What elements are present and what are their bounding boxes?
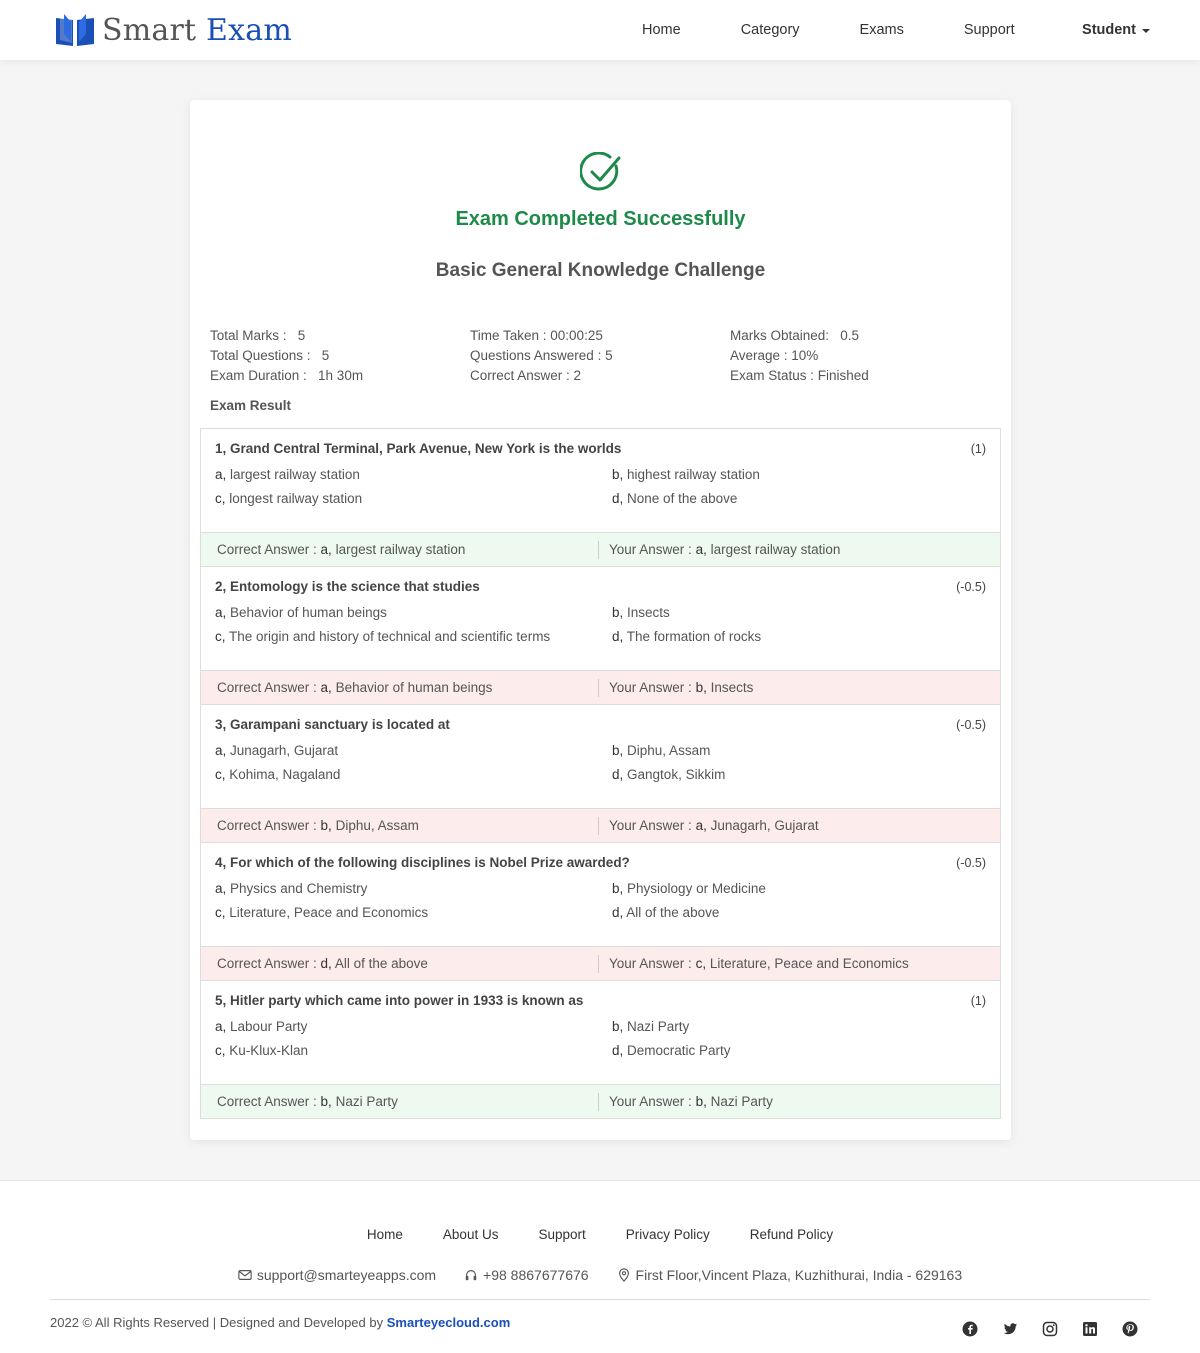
answer-row (201, 532, 1000, 566)
option-text: Ku-Klux-Klan (229, 1043, 309, 1058)
your-answer (599, 956, 909, 971)
correct-answer-text: Behavior of human beings (335, 679, 493, 695)
question-block (201, 981, 1000, 1118)
option-text: Kohima, Nagaland (229, 767, 341, 782)
question-mark: (-0.5) (956, 580, 986, 594)
instagram-icon[interactable] (1042, 1321, 1058, 1337)
option-b (612, 743, 1002, 758)
option-letter: d, (612, 491, 624, 506)
status-message: Exam Completed Successfully (455, 208, 746, 230)
correct-answer-text: Diphu, Assam (335, 817, 419, 833)
question-mark: (-0.5) (956, 718, 986, 732)
correct-answer (201, 955, 599, 973)
question-text: 2, Entomology is the science that studies (215, 579, 480, 594)
footer-link-home[interactable]: Home (366, 1227, 403, 1242)
option-letter: a, (215, 605, 227, 620)
footer-links (0, 1227, 1200, 1242)
exam-title: Basic General Knowledge Challenge (435, 260, 766, 281)
option-text: Literature, Peace and Economics (229, 905, 429, 920)
option-text: Physics and Chemistry (230, 881, 368, 896)
pinterest-icon[interactable] (1122, 1321, 1138, 1337)
copyright-text: 2022 © All Rights Reserved | Designed and Developed by (50, 1315, 384, 1330)
your-answer-text: largest railway station (710, 542, 841, 557)
option-letter: c, (215, 491, 226, 506)
correct-answer-letter: d, (320, 955, 332, 971)
option-text: Behavior of human beings (230, 605, 387, 620)
option-text: Junagarh, Gujarat (230, 743, 339, 758)
stat-exam-status: Exam Status : Finished (730, 368, 869, 383)
nav-support[interactable]: Support (963, 22, 1015, 38)
stats-column-3 (730, 326, 990, 386)
your-answer-letter: c, (695, 956, 707, 971)
option-d (612, 1043, 1002, 1058)
envelope-icon (238, 1268, 252, 1282)
option-text: All of the above (626, 905, 720, 920)
option-b (612, 467, 1002, 482)
option-b (612, 605, 1002, 620)
stat-exam-duration: Exam Duration : 1h 30m (210, 368, 364, 383)
logo-word-2: Exam (206, 12, 292, 48)
your-answer (599, 1094, 773, 1109)
your-answer (599, 680, 753, 695)
option-letter: a, (215, 743, 227, 758)
your-answer (599, 818, 819, 833)
book-logo-icon (54, 12, 96, 48)
option-d (612, 767, 1002, 782)
option-letter: b, (612, 605, 624, 620)
option-letter: b, (612, 467, 624, 482)
question-options (215, 605, 986, 644)
developer-link[interactable]: Smarteyecloud.com (386, 1315, 511, 1330)
option-text: Insects (627, 605, 670, 620)
option-letter: c, (215, 767, 226, 782)
caret-down-icon (1142, 29, 1150, 33)
stat-time-taken: Time Taken : 00:00:25 (470, 328, 603, 343)
option-a (215, 1019, 612, 1034)
question-body (201, 567, 1000, 670)
nav-home[interactable]: Home (642, 22, 681, 38)
option-a (215, 467, 612, 482)
logo-word-1: Smart (102, 12, 197, 48)
option-d (612, 905, 1002, 920)
question-body (201, 429, 1000, 532)
option-letter: b, (612, 881, 624, 896)
your-answer-text: Nazi Party (710, 1094, 773, 1109)
option-b (612, 881, 1002, 896)
correct-answer-label: Correct Answer : (217, 679, 317, 695)
logo-text (102, 13, 292, 48)
logo[interactable] (54, 12, 292, 48)
option-text: None of the above (627, 491, 738, 506)
option-letter: d, (612, 767, 624, 782)
stat-total-marks: Total Marks : 5 (210, 328, 306, 343)
top-navbar (0, 0, 1200, 60)
your-answer-text: Insects (710, 680, 754, 695)
your-answer-label: Your Answer : (609, 956, 692, 971)
stats-column-2 (470, 326, 730, 386)
linkedin-icon[interactable] (1082, 1321, 1098, 1337)
your-answer-letter: a, (695, 818, 707, 833)
social-links (962, 1321, 1138, 1337)
footer-link-about[interactable]: About Us (442, 1227, 499, 1242)
copyright (50, 1315, 510, 1330)
option-c (215, 905, 612, 920)
option-text: Nazi Party (627, 1019, 690, 1034)
correct-answer-letter: a, (320, 679, 332, 695)
correct-answer-text: largest railway station (335, 541, 466, 557)
result-card (190, 100, 1011, 1140)
question-mark: (1) (970, 994, 986, 1008)
option-b (612, 1019, 1002, 1034)
exam-stats (210, 326, 990, 386)
option-c (215, 1043, 612, 1058)
option-c (215, 629, 612, 644)
option-d (612, 629, 1002, 644)
question-mark: (1) (970, 442, 986, 456)
your-answer-label: Your Answer : (609, 680, 692, 695)
option-a (215, 743, 612, 758)
footer-contact (0, 1267, 1200, 1283)
user-menu[interactable] (1082, 0, 1150, 60)
option-text: Democratic Party (627, 1043, 731, 1058)
stat-marks-obtained: Marks Obtained: 0.5 (730, 328, 860, 343)
correct-answer (201, 679, 599, 697)
option-text: Diphu, Assam (627, 743, 711, 758)
question-block (201, 843, 1000, 981)
question-block (201, 429, 1000, 567)
question-options (215, 467, 986, 506)
option-letter: a, (215, 1019, 227, 1034)
correct-answer (201, 817, 599, 835)
your-answer-letter: b, (695, 1094, 707, 1109)
correct-answer-label: Correct Answer : (217, 955, 317, 971)
nav-category[interactable]: Category (740, 22, 800, 38)
correct-answer-label: Correct Answer : (217, 817, 317, 833)
option-letter: d, (612, 629, 624, 644)
question-list (200, 428, 1001, 1119)
your-answer-text: Junagarh, Gujarat (710, 818, 819, 833)
footer-link-privacy[interactable]: Privacy Policy (625, 1227, 710, 1242)
option-a (215, 605, 612, 620)
facebook-icon[interactable] (962, 1321, 978, 1337)
option-a (215, 881, 612, 896)
answer-row (201, 946, 1000, 980)
question-options (215, 743, 986, 782)
question-text: 1, Grand Central Terminal, Park Avenue, New York is the worlds (215, 441, 622, 456)
contact-phone[interactable] (464, 1267, 589, 1283)
option-letter: b, (612, 1019, 624, 1034)
option-text: largest railway station (230, 467, 360, 482)
answer-row (201, 1084, 1000, 1118)
your-answer-letter: a, (695, 542, 707, 557)
your-answer-letter: b, (695, 680, 707, 695)
answer-row (201, 670, 1000, 704)
footer-link-refund[interactable]: Refund Policy (749, 1227, 834, 1242)
option-text: Labour Party (230, 1019, 308, 1034)
question-body (201, 705, 1000, 808)
your-answer-label: Your Answer : (609, 542, 692, 557)
option-letter: d, (612, 1043, 624, 1058)
footer-link-support[interactable]: Support (538, 1227, 586, 1242)
answer-row (201, 808, 1000, 842)
option-letter: d, (612, 905, 624, 920)
your-answer-label: Your Answer : (609, 818, 692, 833)
your-answer-text: Literature, Peace and Economics (709, 956, 909, 971)
option-text: Physiology or Medicine (627, 881, 766, 896)
footer-divider (50, 1299, 1150, 1300)
main-nav (622, 0, 1015, 60)
question-body (201, 981, 1000, 1084)
question-block (201, 567, 1000, 705)
exam-result-heading: Exam Result (210, 398, 292, 413)
footer (0, 1180, 1200, 1353)
option-letter: b, (612, 743, 624, 758)
option-text: The origin and history of technical and scientific terms (229, 629, 551, 644)
correct-answer-letter: b, (320, 1093, 332, 1109)
correct-answer-text: Nazi Party (335, 1093, 398, 1109)
map-pin-icon (617, 1268, 631, 1282)
check-circle-icon (580, 152, 622, 194)
option-letter: c, (215, 905, 226, 920)
question-block (201, 705, 1000, 843)
your-answer-label: Your Answer : (609, 1094, 692, 1109)
contact-email-text: support@smarteyeapps.com (256, 1267, 437, 1283)
question-mark: (-0.5) (956, 856, 986, 870)
stat-total-questions: Total Questions : 5 (210, 348, 330, 363)
question-text: 3, Garampani sanctuary is located at (215, 717, 450, 732)
contact-address (617, 1267, 963, 1283)
option-text: highest railway station (627, 467, 760, 482)
user-menu-label: Student (1082, 22, 1136, 38)
stat-average: Average : 10% (730, 348, 819, 363)
twitter-icon[interactable] (1002, 1321, 1018, 1337)
option-text: The formation of rocks (626, 629, 762, 644)
option-letter: a, (215, 881, 227, 896)
question-options (215, 1019, 986, 1058)
question-body (201, 843, 1000, 946)
option-text: Gangtok, Sikkim (627, 767, 726, 782)
nav-exams[interactable]: Exams (859, 22, 904, 38)
correct-answer-letter: a, (320, 541, 332, 557)
option-letter: c, (215, 1043, 226, 1058)
correct-answer-label: Correct Answer : (217, 541, 317, 557)
stat-correct-answer: Correct Answer : 2 (470, 368, 582, 383)
stats-column-1 (210, 326, 470, 386)
question-text: 5, Hitler party which came into power in 1933 is known as (215, 993, 584, 1008)
question-text: 4, For which of the following disciplines is Nobel Prize awarded? (215, 855, 630, 870)
option-d (612, 491, 1002, 506)
your-answer (599, 542, 840, 557)
option-text: longest railway station (229, 491, 363, 506)
contact-address-text: First Floor,Vincent Plaza, Kuzhithurai, India - 629163 (635, 1267, 963, 1283)
correct-answer-text: All of the above (334, 955, 428, 971)
correct-answer (201, 1093, 599, 1111)
headset-icon (464, 1268, 478, 1282)
option-letter: c, (215, 629, 226, 644)
contact-email[interactable] (238, 1267, 436, 1283)
correct-answer-letter: b, (320, 817, 332, 833)
option-c (215, 767, 612, 782)
correct-answer-label: Correct Answer : (217, 1093, 317, 1109)
question-options (215, 881, 986, 920)
stat-questions-answered: Questions Answered : 5 (470, 348, 613, 363)
contact-phone-text: +98 8867677676 (483, 1267, 589, 1283)
correct-answer (201, 541, 599, 559)
option-c (215, 491, 612, 506)
option-letter: a, (215, 467, 227, 482)
